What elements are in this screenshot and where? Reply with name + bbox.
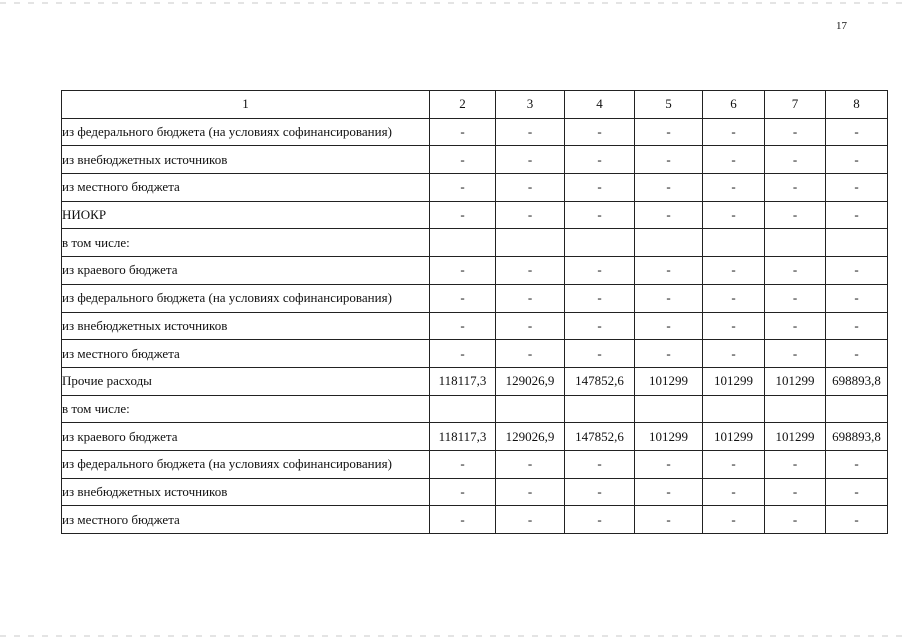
cell-value: - [635, 201, 703, 229]
cell-value: - [496, 478, 565, 506]
cell-value: - [565, 506, 635, 534]
table-row [62, 257, 888, 285]
cell-value: - [765, 146, 826, 174]
table-header [62, 91, 888, 119]
row-label: Прочие расходы [62, 367, 430, 395]
table-row [62, 506, 888, 534]
cell-value: - [496, 340, 565, 368]
cell-value: - [496, 174, 565, 202]
cell-value: - [635, 478, 703, 506]
cell-value: - [565, 340, 635, 368]
cell-value: - [565, 174, 635, 202]
row-label: из краевого бюджета [62, 423, 430, 451]
row-label: из внебюджетных источников [62, 312, 430, 340]
cell-value: - [496, 201, 565, 229]
row-label: из местного бюджета [62, 340, 430, 368]
cell-value: - [703, 506, 765, 534]
scan-edge-bottom [0, 635, 905, 637]
cell-value: - [703, 257, 765, 285]
cell-value: - [635, 174, 703, 202]
table-row [62, 118, 888, 146]
cell-value: - [430, 478, 496, 506]
cell-value [765, 229, 826, 257]
cell-value: 101299 [765, 367, 826, 395]
cell-value: - [496, 312, 565, 340]
row-label: НИОКР [62, 201, 430, 229]
table-row [62, 146, 888, 174]
column-header-5: 5 [635, 91, 703, 119]
cell-value [703, 395, 765, 423]
cell-value: - [703, 118, 765, 146]
cell-value: - [496, 284, 565, 312]
cell-value: - [765, 284, 826, 312]
cell-value: - [826, 478, 888, 506]
cell-value: - [635, 340, 703, 368]
column-header-1: 1 [62, 91, 430, 119]
table-row [62, 478, 888, 506]
cell-value: - [565, 312, 635, 340]
table-row [62, 229, 888, 257]
cell-value: 101299 [703, 423, 765, 451]
row-label: из внебюджетных источников [62, 478, 430, 506]
row-label: в том числе: [62, 395, 430, 423]
cell-value: - [703, 340, 765, 368]
cell-value: - [496, 506, 565, 534]
cell-value: 101299 [703, 367, 765, 395]
cell-value: - [430, 201, 496, 229]
column-header-3: 3 [496, 91, 565, 119]
column-header-7: 7 [765, 91, 826, 119]
cell-value: 101299 [635, 367, 703, 395]
table-row [62, 340, 888, 368]
cell-value: - [635, 450, 703, 478]
cell-value [496, 229, 565, 257]
column-header-4: 4 [565, 91, 635, 119]
cell-value: - [430, 257, 496, 285]
cell-value: - [703, 201, 765, 229]
cell-value: - [430, 312, 496, 340]
cell-value [496, 395, 565, 423]
cell-value: - [565, 118, 635, 146]
cell-value: - [765, 340, 826, 368]
cell-value: - [430, 146, 496, 174]
cell-value: - [430, 340, 496, 368]
cell-value: - [703, 146, 765, 174]
table-row [62, 312, 888, 340]
cell-value: - [496, 118, 565, 146]
cell-value: - [826, 146, 888, 174]
cell-value [635, 395, 703, 423]
table-row [62, 284, 888, 312]
header-row [62, 91, 888, 119]
cell-value: - [430, 284, 496, 312]
cell-value [430, 395, 496, 423]
table-row [62, 423, 888, 451]
cell-value [565, 229, 635, 257]
table-row [62, 450, 888, 478]
cell-value: - [565, 257, 635, 285]
cell-value: - [430, 118, 496, 146]
cell-value: - [826, 340, 888, 368]
cell-value: - [765, 450, 826, 478]
cell-value: - [496, 450, 565, 478]
cell-value: - [430, 506, 496, 534]
cell-value: - [496, 257, 565, 285]
scan-edge-top [0, 2, 905, 4]
table-row [62, 367, 888, 395]
cell-value: - [565, 478, 635, 506]
table-row [62, 174, 888, 202]
cell-value [765, 395, 826, 423]
cell-value: - [565, 146, 635, 174]
cell-value: 129026,9 [496, 423, 565, 451]
cell-value: - [765, 478, 826, 506]
cell-value: - [635, 284, 703, 312]
budget-table [61, 90, 888, 534]
row-label: из местного бюджета [62, 174, 430, 202]
cell-value [826, 395, 888, 423]
column-header-6: 6 [703, 91, 765, 119]
column-header-2: 2 [430, 91, 496, 119]
cell-value: - [703, 284, 765, 312]
row-label: из федерального бюджета (на условиях софинансирования) [62, 284, 430, 312]
row-label: из краевого бюджета [62, 257, 430, 285]
cell-value [565, 395, 635, 423]
row-label: из федерального бюджета (на условиях софинансирования) [62, 118, 430, 146]
cell-value: - [826, 284, 888, 312]
cell-value: 698893,8 [826, 367, 888, 395]
cell-value: 101299 [765, 423, 826, 451]
row-label: из внебюджетных источников [62, 146, 430, 174]
cell-value: 147852,6 [565, 367, 635, 395]
cell-value: - [703, 478, 765, 506]
row-label: из местного бюджета [62, 506, 430, 534]
cell-value: - [635, 312, 703, 340]
cell-value: - [565, 201, 635, 229]
cell-value: - [765, 257, 826, 285]
cell-value: 118117,3 [430, 423, 496, 451]
cell-value [703, 229, 765, 257]
cell-value: - [635, 146, 703, 174]
cell-value: - [565, 284, 635, 312]
row-label: в том числе: [62, 229, 430, 257]
cell-value: - [430, 174, 496, 202]
cell-value: - [826, 312, 888, 340]
table-row [62, 395, 888, 423]
cell-value: - [765, 312, 826, 340]
cell-value [826, 229, 888, 257]
cell-value: - [703, 312, 765, 340]
cell-value: - [826, 118, 888, 146]
column-header-8: 8 [826, 91, 888, 119]
cell-value: 698893,8 [826, 423, 888, 451]
cell-value: - [430, 450, 496, 478]
cell-value: - [826, 450, 888, 478]
cell-value: - [565, 450, 635, 478]
cell-value: 101299 [635, 423, 703, 451]
cell-value: 147852,6 [565, 423, 635, 451]
cell-value: - [765, 201, 826, 229]
cell-value: - [703, 174, 765, 202]
cell-value: - [826, 506, 888, 534]
table-body [62, 118, 888, 533]
cell-value: - [826, 257, 888, 285]
cell-value: - [765, 506, 826, 534]
cell-value: - [765, 118, 826, 146]
cell-value: - [635, 257, 703, 285]
cell-value: - [496, 146, 565, 174]
cell-value: - [765, 174, 826, 202]
cell-value: - [635, 118, 703, 146]
cell-value: - [635, 506, 703, 534]
row-label: из федерального бюджета (на условиях софинансирования) [62, 450, 430, 478]
cell-value [635, 229, 703, 257]
cell-value: - [703, 450, 765, 478]
cell-value: - [826, 174, 888, 202]
table-row [62, 201, 888, 229]
cell-value: - [826, 201, 888, 229]
cell-value: 129026,9 [496, 367, 565, 395]
cell-value: 118117,3 [430, 367, 496, 395]
cell-value [430, 229, 496, 257]
page-number: 17 [836, 20, 847, 32]
